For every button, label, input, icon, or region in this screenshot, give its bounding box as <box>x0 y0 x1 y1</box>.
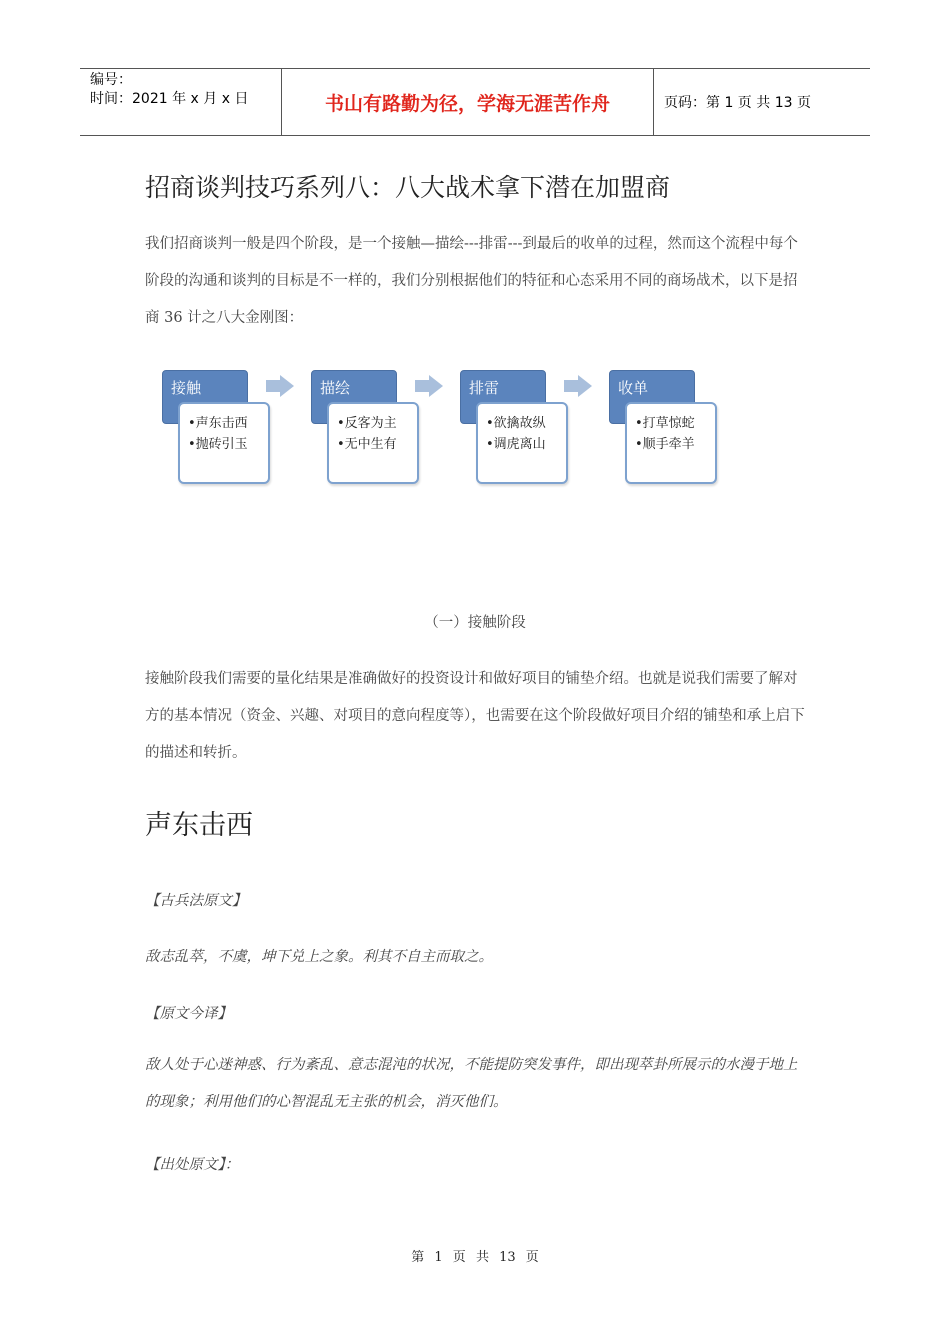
stage-title: 排雷 <box>460 370 546 424</box>
stage-item: •无中生有 <box>337 437 397 452</box>
stage-item: •声东击西 <box>188 416 248 431</box>
stage-clear <box>456 366 571 486</box>
section-caption: （一）接触阶段 <box>424 615 526 631</box>
time-label: 时间：2021 年 x 月 x 日 <box>90 91 249 107</box>
footer-total-label: 共 <box>475 1250 489 1265</box>
intro-paragraph: 我们招商谈判一般是四个阶段，是一个接触—描绘---排雷---到最后的收单的过程，然而这个流程中每个阶段的沟通和谈判的目标是不一样的，我们分别根据他们的特征和心态采用不同的商场战术，以下是招商 36 计之八大金刚图： <box>145 236 798 326</box>
footer-page-unit: 页 <box>452 1250 466 1265</box>
stage-item: •欲擒故纵 <box>486 416 546 431</box>
header-motto: 书山有路勤为径，学海无涯苦作舟 <box>282 69 654 135</box>
number-label: 编号： <box>90 72 132 88</box>
classic-text: 敌志乱萃，不虞，坤下兑上之象。利其不自主而取之。 <box>145 949 493 965</box>
section-heading: 声东击西 <box>145 810 253 841</box>
stage-title: 收单 <box>609 370 695 424</box>
header-page-info: 页码：第 1 页 共 13 页 <box>664 95 811 111</box>
translation-text: 敌人处于心迷神惑、行为紊乱、意志混沌的状况，不能提防突发事件，即出现萃卦所展示的水漫于地上的现象；利用他们的心智混乱无主张的机会，消灭他们。 <box>145 1057 798 1110</box>
stage-item: •打草惊蛇 <box>635 416 695 431</box>
translation-label: 【原文今译】 <box>145 1006 232 1022</box>
footer-total-unit: 页 <box>525 1250 539 1265</box>
stage-items <box>327 402 419 484</box>
stage-item: •反客为主 <box>337 416 397 431</box>
stage-item: •调虎离山 <box>486 437 546 452</box>
source-label: 【出处原文】： <box>145 1157 240 1173</box>
footer-total-number: 13 <box>499 1250 516 1265</box>
footer-page-number: 1 <box>434 1250 443 1265</box>
stage-title: 接触 <box>162 370 248 424</box>
stage-close <box>605 366 720 486</box>
stage-item: •抛砖引玉 <box>188 437 248 452</box>
section-paragraph: 接触阶段我们需要的量化结果是准确做好的投资设计和做好项目的铺垫介绍。也就是说我们需要了解对方的基本情况（资金、兴趣、对项目的意向程度等），也需要在这个阶段做好项目介绍的铺垫和承上启下的描述和转折。 <box>145 671 805 761</box>
stage-item: •顺手牵羊 <box>635 437 695 452</box>
header-table <box>80 68 870 136</box>
document-title: 招商谈判技巧系列八：八大战术拿下潜在加盟商 <box>145 173 671 202</box>
stage-items <box>476 402 568 484</box>
header-meta <box>80 69 282 135</box>
stage-describe <box>307 366 422 486</box>
stage-flow-diagram <box>158 366 728 490</box>
page-footer <box>0 1246 950 1265</box>
classic-label: 【古兵法原文】 <box>145 893 247 909</box>
stage-contact <box>158 366 273 486</box>
stage-items <box>625 402 717 484</box>
stage-title: 描绘 <box>311 370 397 424</box>
footer-page-label: 第 <box>411 1250 425 1265</box>
stage-items <box>178 402 270 484</box>
